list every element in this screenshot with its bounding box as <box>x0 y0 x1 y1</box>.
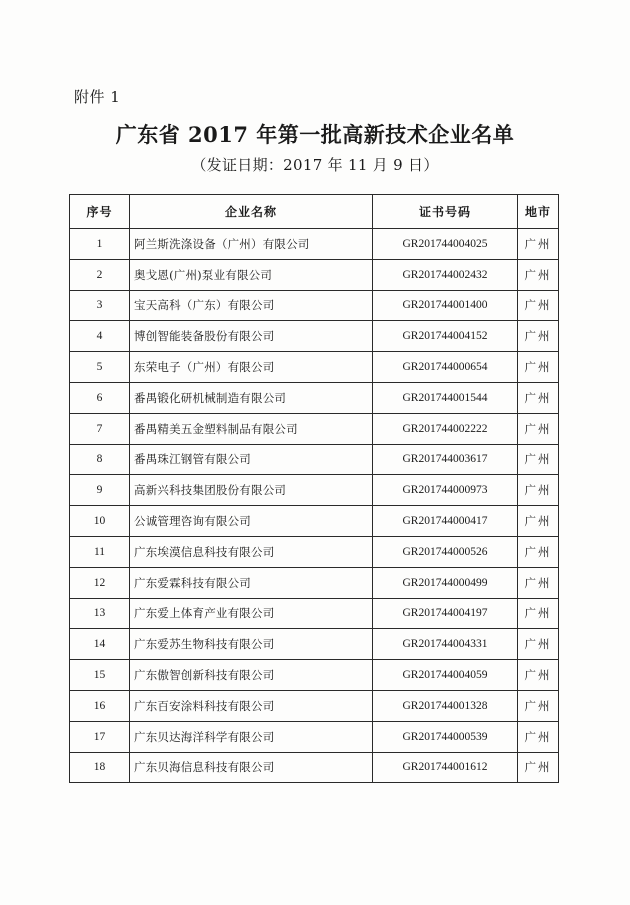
header-name: 企业名称 <box>130 195 373 229</box>
row-city-cell: 广州 <box>518 752 559 783</box>
table-row <box>70 352 559 383</box>
row-seq-cell: 17 <box>70 721 130 752</box>
table-body <box>70 229 559 783</box>
row-seq-cell: 3 <box>70 290 130 321</box>
table-row <box>70 259 559 290</box>
row-city-cell: 广州 <box>518 660 559 691</box>
row-certificate-cell: GR201744000539 <box>373 721 518 752</box>
header-cert: 证书号码 <box>373 195 518 229</box>
row-city-cell: 广州 <box>518 321 559 352</box>
row-certificate-cell: GR201744000654 <box>373 352 518 383</box>
row-seq-cell: 2 <box>70 259 130 290</box>
row-city-cell: 广州 <box>518 229 559 260</box>
row-certificate-cell: GR201744004152 <box>373 321 518 352</box>
company-table <box>69 194 559 783</box>
table-row <box>70 506 559 537</box>
table-row <box>70 321 559 352</box>
attachment-label: 附件 1 <box>74 88 121 106</box>
row-city-cell: 广州 <box>518 598 559 629</box>
row-company-name-cell: 广东爱霖科技有限公司 <box>130 567 373 598</box>
row-city-cell: 广州 <box>518 567 559 598</box>
table-row <box>70 475 559 506</box>
row-city-cell: 广州 <box>518 259 559 290</box>
table-row <box>70 536 559 567</box>
row-certificate-cell: GR201744002432 <box>373 259 518 290</box>
row-certificate-cell: GR201744001544 <box>373 382 518 413</box>
table-row <box>70 290 559 321</box>
row-company-name-cell: 广东百安涂料科技有限公司 <box>130 690 373 721</box>
table-row <box>70 444 559 475</box>
row-seq-cell: 4 <box>70 321 130 352</box>
row-company-name-cell: 博创智能装备股份有限公司 <box>130 321 373 352</box>
row-certificate-cell: GR201744002222 <box>373 413 518 444</box>
table-row <box>70 567 559 598</box>
row-company-name-cell: 东荣电子（广州）有限公司 <box>130 352 373 383</box>
row-company-name-cell: 广东傲智创新科技有限公司 <box>130 660 373 691</box>
row-city-cell: 广州 <box>518 382 559 413</box>
row-certificate-cell: GR201744004025 <box>373 229 518 260</box>
row-city-cell: 广州 <box>518 352 559 383</box>
table-row <box>70 660 559 691</box>
row-company-name-cell: 番禺精美五金塑料制品有限公司 <box>130 413 373 444</box>
row-city-cell: 广州 <box>518 506 559 537</box>
row-seq-cell: 16 <box>70 690 130 721</box>
row-city-cell: 广州 <box>518 721 559 752</box>
table-header-row <box>70 195 559 229</box>
table-row <box>70 690 559 721</box>
row-city-cell: 广州 <box>518 690 559 721</box>
row-company-name-cell: 广东爱苏生物科技有限公司 <box>130 629 373 660</box>
row-certificate-cell: GR201744001400 <box>373 290 518 321</box>
table-row <box>70 752 559 783</box>
row-company-name-cell: 奥戈恩(广州)泵业有限公司 <box>130 259 373 290</box>
row-certificate-cell: GR201744001612 <box>373 752 518 783</box>
row-city-cell: 广州 <box>518 290 559 321</box>
row-company-name-cell: 阿兰斯洗涤设备（广州）有限公司 <box>130 229 373 260</box>
row-city-cell: 广州 <box>518 536 559 567</box>
table-row <box>70 413 559 444</box>
table-row <box>70 721 559 752</box>
row-company-name-cell: 宝天高科（广东）有限公司 <box>130 290 373 321</box>
header-city: 地市 <box>518 195 559 229</box>
row-seq-cell: 1 <box>70 229 130 260</box>
table-row <box>70 382 559 413</box>
row-city-cell: 广州 <box>518 444 559 475</box>
row-company-name-cell: 广东贝达海洋科学有限公司 <box>130 721 373 752</box>
row-certificate-cell: GR201744001328 <box>373 690 518 721</box>
row-company-name-cell: 公诚管理咨询有限公司 <box>130 506 373 537</box>
table-row <box>70 598 559 629</box>
row-city-cell: 广州 <box>518 413 559 444</box>
row-seq-cell: 10 <box>70 506 130 537</box>
row-city-cell: 广州 <box>518 475 559 506</box>
row-seq-cell: 13 <box>70 598 130 629</box>
document-subtitle: （发证日期：2017 年 11 月 9 日） <box>191 156 439 174</box>
row-seq-cell: 11 <box>70 536 130 567</box>
row-certificate-cell: GR201744000417 <box>373 506 518 537</box>
row-seq-cell: 12 <box>70 567 130 598</box>
row-seq-cell: 5 <box>70 352 130 383</box>
row-seq-cell: 18 <box>70 752 130 783</box>
table-row <box>70 629 559 660</box>
row-certificate-cell: GR201744004331 <box>373 629 518 660</box>
row-seq-cell: 6 <box>70 382 130 413</box>
row-company-name-cell: 广东爱上体育产业有限公司 <box>130 598 373 629</box>
table-row <box>70 229 559 260</box>
row-seq-cell: 7 <box>70 413 130 444</box>
row-company-name-cell: 广东埃漠信息科技有限公司 <box>130 536 373 567</box>
row-seq-cell: 14 <box>70 629 130 660</box>
document-title: 广东省 2017 年第一批高新技术企业名单 <box>115 122 515 147</box>
row-seq-cell: 8 <box>70 444 130 475</box>
row-certificate-cell: GR201744000973 <box>373 475 518 506</box>
row-seq-cell: 9 <box>70 475 130 506</box>
row-certificate-cell: GR201744004197 <box>373 598 518 629</box>
row-company-name-cell: 高新兴科技集团股份有限公司 <box>130 475 373 506</box>
row-company-name-cell: 番禺珠江钢管有限公司 <box>130 444 373 475</box>
row-city-cell: 广州 <box>518 629 559 660</box>
row-company-name-cell: 番禺锻化研机械制造有限公司 <box>130 382 373 413</box>
row-certificate-cell: GR201744003617 <box>373 444 518 475</box>
row-company-name-cell: 广东贝海信息科技有限公司 <box>130 752 373 783</box>
row-certificate-cell: GR201744000526 <box>373 536 518 567</box>
row-certificate-cell: GR201744004059 <box>373 660 518 691</box>
header-seq: 序号 <box>70 195 130 229</box>
row-certificate-cell: GR201744000499 <box>373 567 518 598</box>
row-seq-cell: 15 <box>70 660 130 691</box>
